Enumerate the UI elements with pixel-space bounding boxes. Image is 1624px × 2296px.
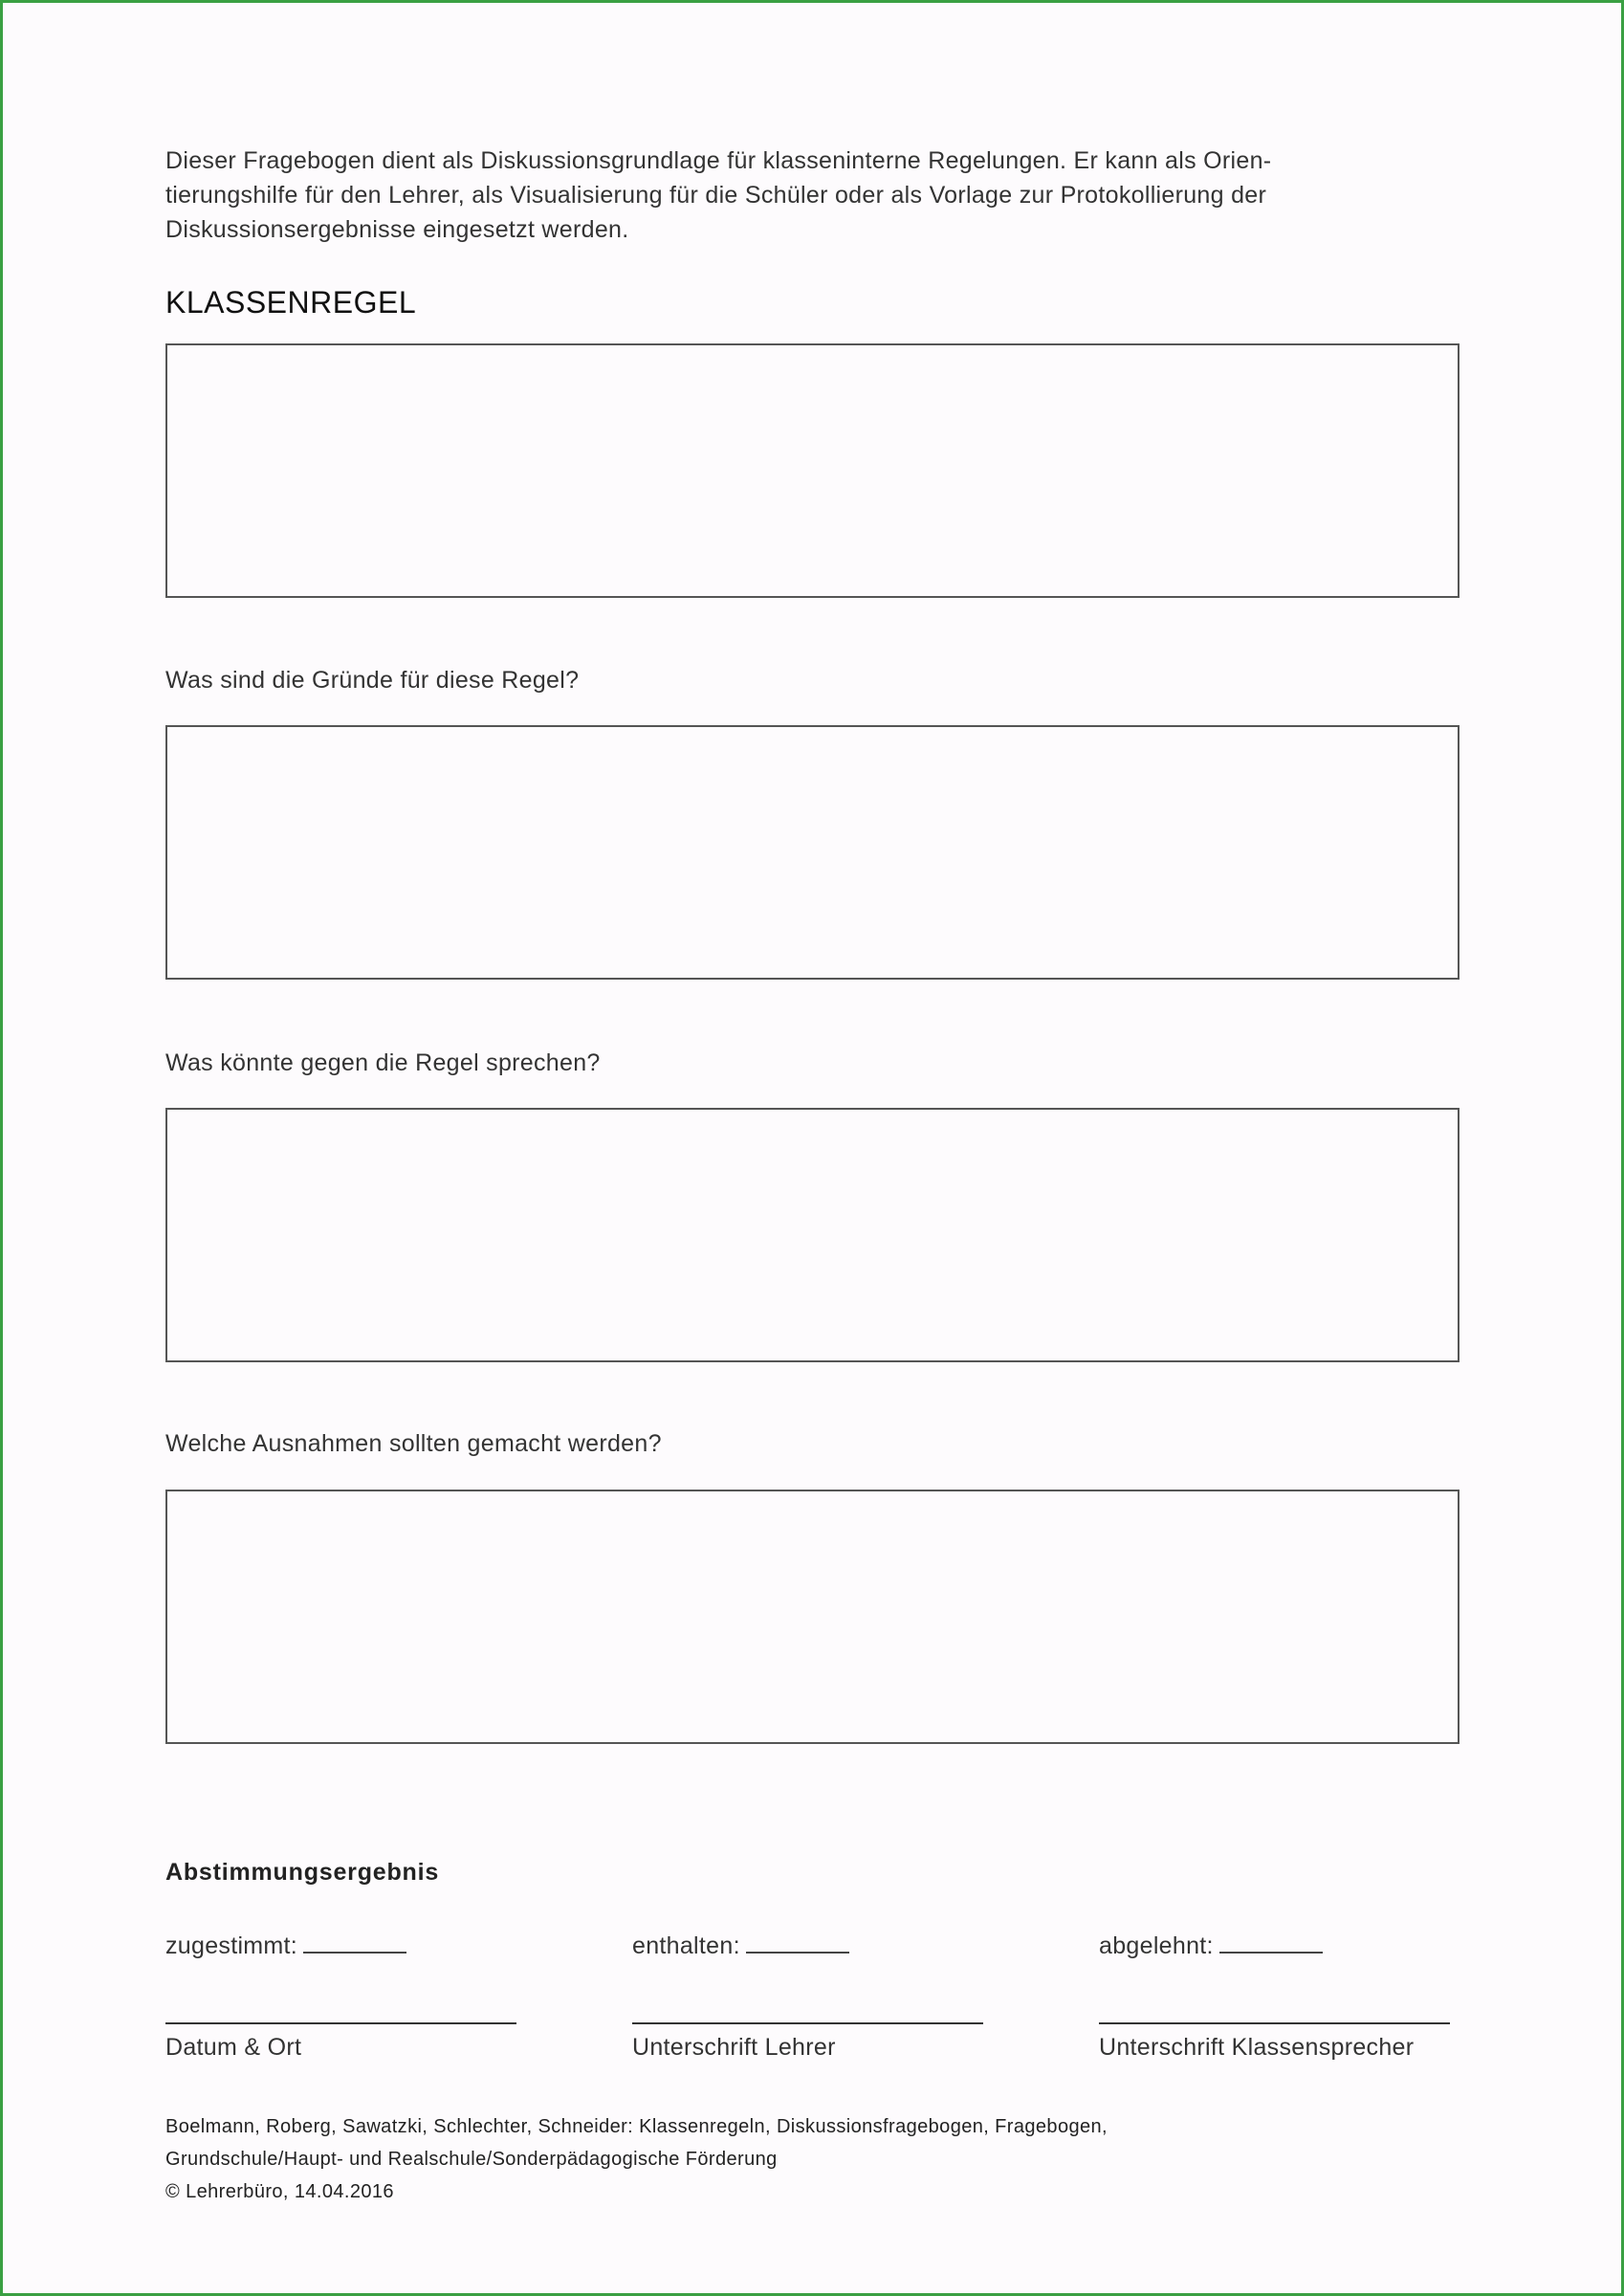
footer-line: Grundschule/Haupt- und Realschule/Sonderpädagogische Förderung <box>165 2149 778 2170</box>
class-rep-signature-label: Unterschrift Klassensprecher <box>1099 2034 1415 2061</box>
date-place-line[interactable] <box>165 2022 516 2024</box>
exceptions-input-box[interactable] <box>165 1490 1459 1744</box>
reasons-input-box[interactable] <box>165 725 1459 980</box>
against-input-box[interactable] <box>165 1108 1459 1362</box>
vote-rejected-label: abgelehnt: <box>1099 1932 1214 1959</box>
vote-abstained-label: enthalten: <box>632 1932 740 1959</box>
question-exceptions: Welche Ausnahmen sollten gemacht werden? <box>165 1430 662 1457</box>
rule-input-box[interactable] <box>165 343 1459 598</box>
vote-rejected-blank[interactable] <box>1219 1931 1323 1954</box>
vote-approved <box>165 1931 406 1960</box>
question-against: Was könnte gegen die Regel sprechen? <box>165 1049 601 1076</box>
intro-line: Dieser Fragebogen dient als Diskussionsgrundlage für klasseninterne Regelungen. Er kann als Orien- <box>165 147 1272 174</box>
footer-line: © Lehrerbüro, 14.04.2016 <box>165 2181 394 2202</box>
vote-approved-label: zugestimmt: <box>165 1932 298 1959</box>
vote-rejected <box>1099 1931 1323 1960</box>
footer-line: Boelmann, Roberg, Sawatzki, Schlechter, Schneider: Klassenregeln, Diskussionsfragebogen, Fragebogen, <box>165 2116 1108 2137</box>
intro-line: Diskussionsergebnisse eingesetzt werden. <box>165 216 629 243</box>
vote-result-heading: Abstimmungsergebnis <box>165 1859 440 1886</box>
intro-line: tierungshilfe für den Lehrer, als Visualisierung für die Schüler oder als Vorlage zur Protokollierung der <box>165 182 1267 209</box>
teacher-signature-label: Unterschrift Lehrer <box>632 2034 836 2061</box>
intro-paragraph <box>165 144 1466 247</box>
footer-credits <box>165 2110 1108 2208</box>
vote-abstained-blank[interactable] <box>746 1931 849 1954</box>
vote-abstained <box>632 1931 849 1960</box>
question-reasons: Was sind die Gründe für diese Regel? <box>165 667 580 694</box>
teacher-signature-line[interactable] <box>632 2022 983 2024</box>
vote-approved-blank[interactable] <box>303 1931 406 1954</box>
date-place-label: Datum & Ort <box>165 2034 302 2061</box>
page-title: KLASSENREGEL <box>165 285 417 320</box>
class-rep-signature-line[interactable] <box>1099 2022 1450 2024</box>
